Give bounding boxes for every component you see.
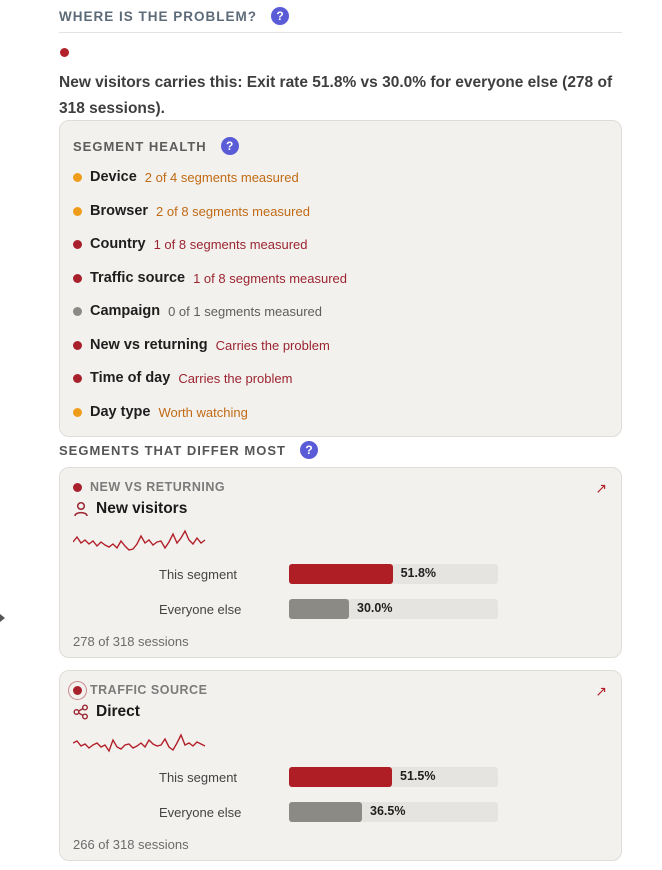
everyone-else-bar	[289, 802, 362, 822]
status-dot	[73, 307, 82, 316]
bar-track	[289, 564, 498, 584]
segment-category	[73, 683, 207, 697]
health-row-new-vs-returning[interactable]	[73, 335, 330, 355]
this-segment-bar	[289, 564, 393, 584]
health-row-device[interactable]	[73, 167, 299, 187]
this-segment-bar-row	[159, 767, 498, 787]
health-row-time-of-day[interactable]	[73, 368, 292, 388]
segment-category-label: NEW VS RETURNING	[90, 480, 226, 494]
session-count: 266 of 318 sessions	[73, 837, 189, 852]
bar-track	[289, 802, 498, 822]
differ-heading	[59, 440, 318, 460]
segment-title-text: New visitors	[96, 500, 188, 517]
health-row-status: 2 of 4 segments measured	[144, 169, 299, 185]
segment-category-label: TRAFFIC SOURCE	[90, 683, 208, 697]
share-icon	[73, 704, 89, 720]
segment-title	[73, 703, 140, 721]
segment-card-new-visitors[interactable]	[59, 467, 622, 658]
status-dot	[73, 240, 82, 249]
health-row-status: 1 of 8 segments measured	[193, 270, 348, 286]
bar-label: This segment	[159, 566, 238, 582]
sparkline	[73, 731, 207, 757]
health-row-name: Day type	[90, 404, 151, 420]
bar-value: 51.5%	[400, 769, 436, 783]
bar-value: 36.5%	[370, 804, 406, 818]
differ-heading-text: SEGMENTS THAT DIFFER MOST	[59, 442, 286, 458]
health-row-day-type[interactable]	[73, 402, 248, 422]
health-row-status: 1 of 8 segments measured	[153, 236, 308, 252]
status-dot	[73, 483, 82, 492]
status-dot	[73, 374, 82, 383]
open-external-icon[interactable]: ↗	[595, 480, 607, 496]
health-row-name: New vs returning	[90, 337, 208, 353]
health-row-country[interactable]	[73, 234, 308, 254]
health-row-name: Traffic source	[90, 270, 186, 286]
problem-help-icon[interactable]: ?	[271, 7, 289, 25]
bar-value: 30.0%	[357, 601, 393, 615]
health-row-status: 2 of 8 segments measured	[156, 203, 310, 219]
bar-label: Everyone else	[159, 804, 242, 820]
bar-label: This segment	[159, 769, 238, 785]
status-dot	[73, 173, 82, 182]
bar-track	[289, 599, 498, 619]
bar-label: Everyone else	[159, 601, 242, 617]
status-dot	[60, 48, 69, 57]
problem-heading	[59, 6, 289, 26]
health-row-status: Worth watching	[158, 404, 248, 420]
open-external-icon[interactable]: ↗	[595, 683, 607, 699]
health-row-status: Carries the problem	[178, 370, 293, 386]
segment-title	[73, 500, 187, 518]
problem-heading-text: WHERE IS THE PROBLEM?	[59, 8, 258, 24]
health-row-browser[interactable]	[73, 201, 310, 221]
person-icon	[73, 501, 89, 517]
health-row-name: Browser	[90, 203, 149, 219]
status-dot	[73, 341, 82, 350]
sparkline	[73, 528, 207, 554]
cursor-edge-marker	[0, 614, 5, 622]
health-row-name: Device	[90, 169, 137, 185]
status-dot	[73, 408, 82, 417]
segment-category	[73, 480, 225, 494]
problem-summary: New visitors carries this: Exit rate 51.8% vs 30.0% for everyone else (278 of 318 sessions).	[59, 74, 613, 117]
health-row-campaign[interactable]	[73, 301, 322, 321]
segment-title-text: Direct	[96, 703, 140, 720]
everyone-else-bar-row	[159, 599, 498, 619]
health-row-traffic-source[interactable]	[73, 268, 347, 288]
everyone-else-bar-row	[159, 802, 498, 822]
session-count: 278 of 318 sessions	[73, 634, 189, 649]
this-segment-bar-row	[159, 564, 498, 584]
health-row-name: Time of day	[90, 370, 171, 386]
divider	[59, 32, 622, 33]
this-segment-bar	[289, 767, 392, 787]
status-dot	[73, 686, 82, 695]
health-row-name: Country	[90, 236, 146, 252]
status-dot	[73, 274, 82, 283]
health-row-status: Carries the problem	[215, 337, 330, 353]
segment-health-heading	[73, 137, 239, 155]
health-row-name: Campaign	[90, 303, 161, 319]
segment-health-card	[59, 120, 622, 437]
everyone-else-bar	[289, 599, 349, 619]
segment-health-heading-text: SEGMENT HEALTH	[73, 138, 207, 154]
health-row-status: 0 of 1 segments measured	[168, 303, 323, 319]
bar-track	[289, 767, 498, 787]
bar-value: 51.8%	[400, 566, 437, 580]
status-dot	[73, 207, 82, 216]
segment-card-direct[interactable]	[59, 670, 622, 861]
differ-help-icon[interactable]: ?	[300, 441, 318, 459]
segment-health-help-icon[interactable]: ?	[221, 137, 239, 155]
